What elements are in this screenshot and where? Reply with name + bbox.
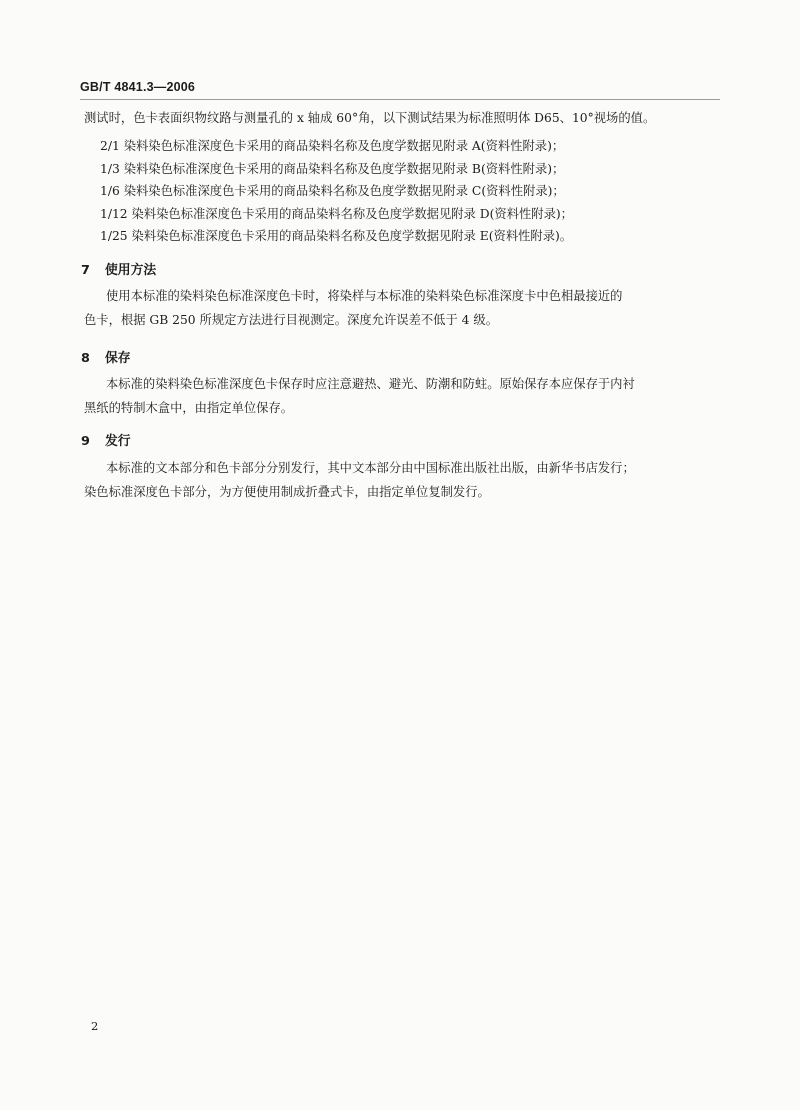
appendix-item-c: 1/6 染料染色标准深度色卡采用的商品染料名称及色度学数据见附录 C(资料性附录)； (100, 184, 565, 198)
appendix-item-b: 1/3 染料染色标准深度色卡采用的商品染料名称及色度学数据见附录 B(资料性附录)； (100, 162, 565, 176)
body-line: 染色标准深度色卡部分，为方便使用制成折叠式卡，由指定单位复制发行。 (84, 485, 490, 499)
body-line: 本标准的文本部分和色卡部分分别发行，其中文本部分由中国标准出版社出版，由新华书店发行； (106, 461, 635, 475)
section-title: 保存 (105, 351, 131, 366)
section-title: 发行 (105, 434, 131, 449)
section-9-body (84, 456, 724, 504)
intro-paragraph: 测试时，色卡表面织物纹路与测量孔的 x 轴成 60°角，以下测试结果为标准照明体 D65、10°视场的值。 (84, 111, 656, 125)
section-7-heading (81, 259, 156, 278)
standard-code-header: GB/T 4841.3—2006 (80, 80, 196, 94)
page-number: 2 (91, 1019, 99, 1033)
section-number: 9 (81, 434, 90, 449)
appendix-item-a: 2/1 染料染色标准深度色卡采用的商品染料名称及色度学数据见附录 A(资料性附录)； (100, 139, 565, 153)
appendix-item-d: 1/12 染料染色标准深度色卡采用的商品染料名称及色度学数据见附录 D(资料性附录)； (100, 207, 573, 221)
section-8-heading (81, 347, 131, 366)
header-rule (80, 99, 720, 100)
section-number: 8 (81, 351, 90, 366)
section-9-heading (81, 430, 131, 449)
section-title: 使用方法 (105, 263, 157, 278)
appendix-item-e: 1/25 染料染色标准深度色卡采用的商品染料名称及色度学数据见附录 E(资料性附录)。 (100, 229, 573, 243)
section-8-body (84, 372, 724, 420)
body-line: 色卡，根据 GB 250 所规定方法进行目视测定。深度允许误差不低于 4 级。 (84, 313, 499, 327)
section-number: 7 (81, 263, 90, 278)
body-line: 黑纸的特制木盒中，由指定单位保存。 (84, 401, 294, 415)
body-line: 本标准的染料染色标准深度色卡保存时应注意避热、避光、防潮和防蛀。原始保存本应保存于内衬 (106, 377, 635, 391)
section-7-body (84, 284, 724, 332)
body-line: 使用本标准的染料染色标准深度色卡时，将染样与本标准的染料染色标准深度卡中色相最接近的 (106, 289, 623, 303)
